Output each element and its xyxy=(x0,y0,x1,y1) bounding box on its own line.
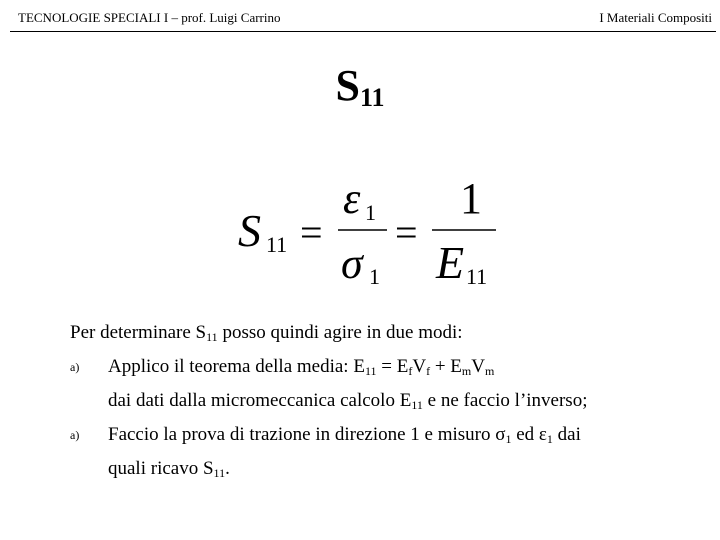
formula-equals-1: = xyxy=(300,210,323,255)
formula-numerator-1: ε xyxy=(343,174,361,223)
slide-title-main: S xyxy=(335,61,360,110)
formula-lhs: S xyxy=(238,205,261,256)
slide-title-sub: 11 xyxy=(359,83,385,112)
formula-numerator-1-sub: 1 xyxy=(365,200,376,225)
item2-sub-1: 1 xyxy=(505,432,512,446)
list-marker-1: a) xyxy=(70,360,80,374)
list-item-1-continuation xyxy=(70,386,700,420)
header-topic: I Materiali Compositi xyxy=(599,10,712,25)
list-item-2 xyxy=(70,420,700,454)
list-item-2-continuation xyxy=(70,454,700,488)
body-intro xyxy=(70,318,700,352)
item1-text-5: V xyxy=(471,356,485,377)
item2-cont-sub: 11 xyxy=(213,466,226,480)
item1-cont-text: dai dati dalla micromeccanica calcolo E xyxy=(108,390,412,411)
item2-sub-2: 1 xyxy=(546,432,553,446)
item1-text-1: Applico il teorema della media: E xyxy=(108,356,365,377)
formula-denominator-2-sub: 11 xyxy=(466,264,488,289)
item1-cont-sub: 11 xyxy=(411,398,423,412)
header-divider xyxy=(10,31,716,32)
item2-cont-text: quali ricavo S xyxy=(108,458,214,479)
item1-sub-1: 11 xyxy=(364,364,377,378)
item1-text-2: = E xyxy=(376,356,409,377)
item1-sub-4: m xyxy=(461,364,472,378)
header-course-title: TECNOLOGIE SPECIALI I – prof. Luigi Carrino xyxy=(18,10,281,25)
list-marker-2: a) xyxy=(70,428,80,442)
item1-cont-text-end: e ne faccio l’inverso; xyxy=(422,390,588,411)
compliance-formula xyxy=(230,168,510,298)
intro-sub: 11 xyxy=(206,330,218,344)
formula-denominator-2: E xyxy=(436,237,465,288)
item2-text-2: ed ε xyxy=(511,424,547,445)
item1-text-3: V xyxy=(412,356,427,377)
formula-numerator-2: 1 xyxy=(460,174,482,223)
slide-body xyxy=(70,318,700,488)
intro-text: Per determinare S xyxy=(70,322,207,343)
item2-text-3: dai xyxy=(552,424,581,445)
list-item-1 xyxy=(70,352,700,386)
item1-text-4: + E xyxy=(430,356,462,377)
item1-sub-2: f xyxy=(408,364,413,378)
item2-cont-text-end: . xyxy=(225,458,230,479)
formula-denominator-1-sub: 1 xyxy=(369,264,380,289)
formula-lhs-sub: 11 xyxy=(266,232,288,257)
formula-denominator-1: σ xyxy=(341,239,363,288)
item1-sub-3: f xyxy=(426,364,431,378)
item2-text-1: Faccio la prova di trazione in direzione 1 e misuro σ xyxy=(108,424,506,445)
formula-equals-2: = xyxy=(395,210,418,255)
slide-title xyxy=(0,60,720,124)
intro-text-end: posso quindi agire in due modi: xyxy=(217,322,463,343)
item1-sub-5: m xyxy=(484,364,495,378)
